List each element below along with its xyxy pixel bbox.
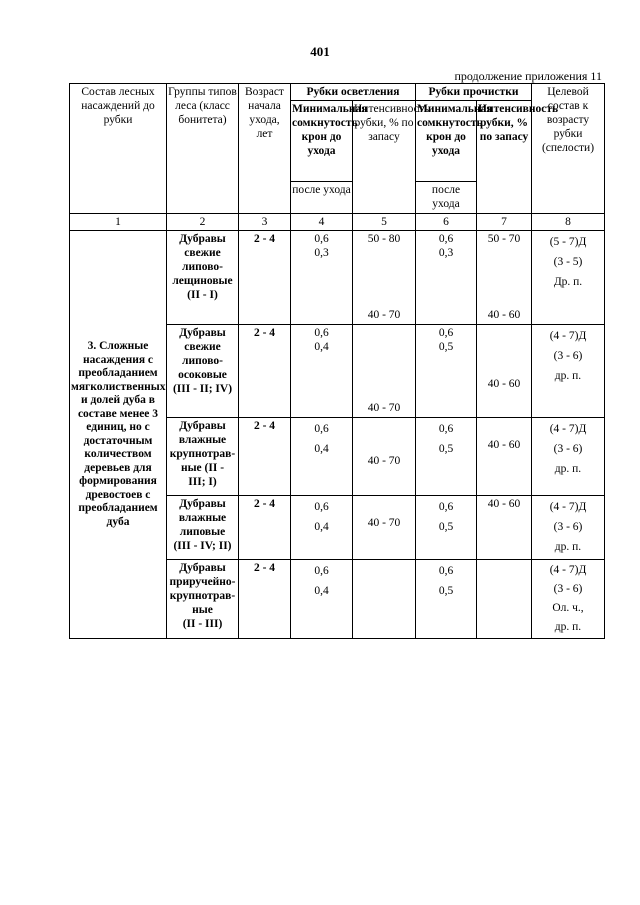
header-thin-after: после ухода bbox=[291, 182, 353, 214]
col-number: 5 bbox=[353, 214, 416, 231]
thin-intensity-cell: 40 - 70 bbox=[353, 418, 416, 496]
header-age: Возраст начала ухода, лет bbox=[239, 84, 291, 214]
header-thin-intensity: Интенсивность рубки, % по запасу bbox=[353, 101, 416, 214]
header-clean-after: после ухода bbox=[416, 182, 477, 214]
forest-type-cell: Дубравы влажные крупнотрав- ные (II - III; I) bbox=[167, 418, 239, 496]
target-composition-cell: (4 - 7)Д (3 - 6) др. п. bbox=[532, 418, 605, 496]
forest-care-table bbox=[69, 83, 605, 639]
target-composition-cell: (4 - 7)Д (3 - 6) др. п. bbox=[532, 496, 605, 560]
header-group-cleaning: Рубки прочистки bbox=[416, 84, 532, 101]
clean-intensity-cell: 40 - 60 bbox=[477, 325, 532, 418]
column-number-row bbox=[70, 214, 605, 231]
target-composition-cell: (4 - 7)Д (3 - 6) др. п. bbox=[532, 325, 605, 418]
forest-type-cell: Дубравы влажные липовые (III - IV; II) bbox=[167, 496, 239, 560]
col-number: 2 bbox=[167, 214, 239, 231]
table-row bbox=[70, 231, 605, 325]
clean-min-closure-cell: 0,6 0,3 bbox=[416, 231, 477, 325]
thin-min-closure-cell: 0,6 0,4 bbox=[291, 325, 353, 418]
header-group-thinning: Рубки осветления bbox=[291, 84, 416, 101]
clean-min-closure-cell: 0,6 0,5 bbox=[416, 560, 477, 639]
thin-min-closure-cell: 0,6 0,4 bbox=[291, 496, 353, 560]
age-cell: 2 - 4 bbox=[239, 325, 291, 418]
composition-cell: 3. Сложные насаждения с преобладанием мягколиственных и долей дуба в составе менее 3 единиц, но с достаточным количеством деревьев для формирования древостоев с преобладанием дуба bbox=[70, 231, 167, 639]
clean-intensity-cell: 40 - 60 bbox=[477, 496, 532, 560]
col-number: 3 bbox=[239, 214, 291, 231]
col-number: 1 bbox=[70, 214, 167, 231]
clean-intensity-cell: 50 - 70 40 - 60 bbox=[477, 231, 532, 325]
clean-min-closure-cell: 0,6 0,5 bbox=[416, 496, 477, 560]
continuation-label: продолжение приложения 11 bbox=[454, 69, 602, 83]
clean-min-closure-cell: 0,6 0,5 bbox=[416, 418, 477, 496]
target-composition-cell: (5 - 7)Д (3 - 5) Др. п. bbox=[532, 231, 605, 325]
page-number: 401 bbox=[310, 44, 330, 59]
col-number: 8 bbox=[532, 214, 605, 231]
thin-intensity-cell bbox=[353, 560, 416, 639]
header-clean-intensity: Интенсивность рубки, % по запасу bbox=[477, 101, 532, 214]
clean-intensity-cell: 40 - 60 bbox=[477, 418, 532, 496]
age-cell: 2 - 4 bbox=[239, 418, 291, 496]
col-number: 6 bbox=[416, 214, 477, 231]
thin-min-closure-cell: 0,6 0,4 bbox=[291, 418, 353, 496]
thin-intensity-cell: 50 - 80 40 - 70 bbox=[353, 231, 416, 325]
forest-type-cell: Дубравы свежие липово- осоковые (III - II; IV) bbox=[167, 325, 239, 418]
thin-min-closure-cell: 0,6 0,4 bbox=[291, 560, 353, 639]
thin-intensity-cell: 40 - 70 bbox=[353, 325, 416, 418]
header-thin-min-closure: Минимальная сомкнутость крон до ухода bbox=[291, 101, 353, 182]
age-cell: 2 - 4 bbox=[239, 231, 291, 325]
thin-min-closure-cell: 0,6 0,3 bbox=[291, 231, 353, 325]
age-cell: 2 - 4 bbox=[239, 496, 291, 560]
age-cell: 2 - 4 bbox=[239, 560, 291, 639]
col-number: 7 bbox=[477, 214, 532, 231]
header-clean-min-closure: Минимальная сомкнутость крон до ухода bbox=[416, 101, 477, 182]
header-forest-type: Группы типов леса (класс бонитета) bbox=[167, 84, 239, 214]
header-composition: Состав лесных насаждений до рубки bbox=[70, 84, 167, 214]
forest-type-cell: Дубравы приручейно- крупнотрав- ные (II - III) bbox=[167, 560, 239, 639]
target-composition-cell: (4 - 7)Д (3 - 6) Ол. ч., др. п. bbox=[532, 560, 605, 639]
clean-intensity-cell bbox=[477, 560, 532, 639]
col-number: 4 bbox=[291, 214, 353, 231]
header-target-composition: Целевой состав к возрасту рубки (спелости) bbox=[532, 84, 605, 214]
clean-min-closure-cell: 0,6 0,5 bbox=[416, 325, 477, 418]
forest-type-cell: Дубравы свежие липово- лещиновые (II - I) bbox=[167, 231, 239, 325]
thin-intensity-cell: 40 - 70 bbox=[353, 496, 416, 560]
